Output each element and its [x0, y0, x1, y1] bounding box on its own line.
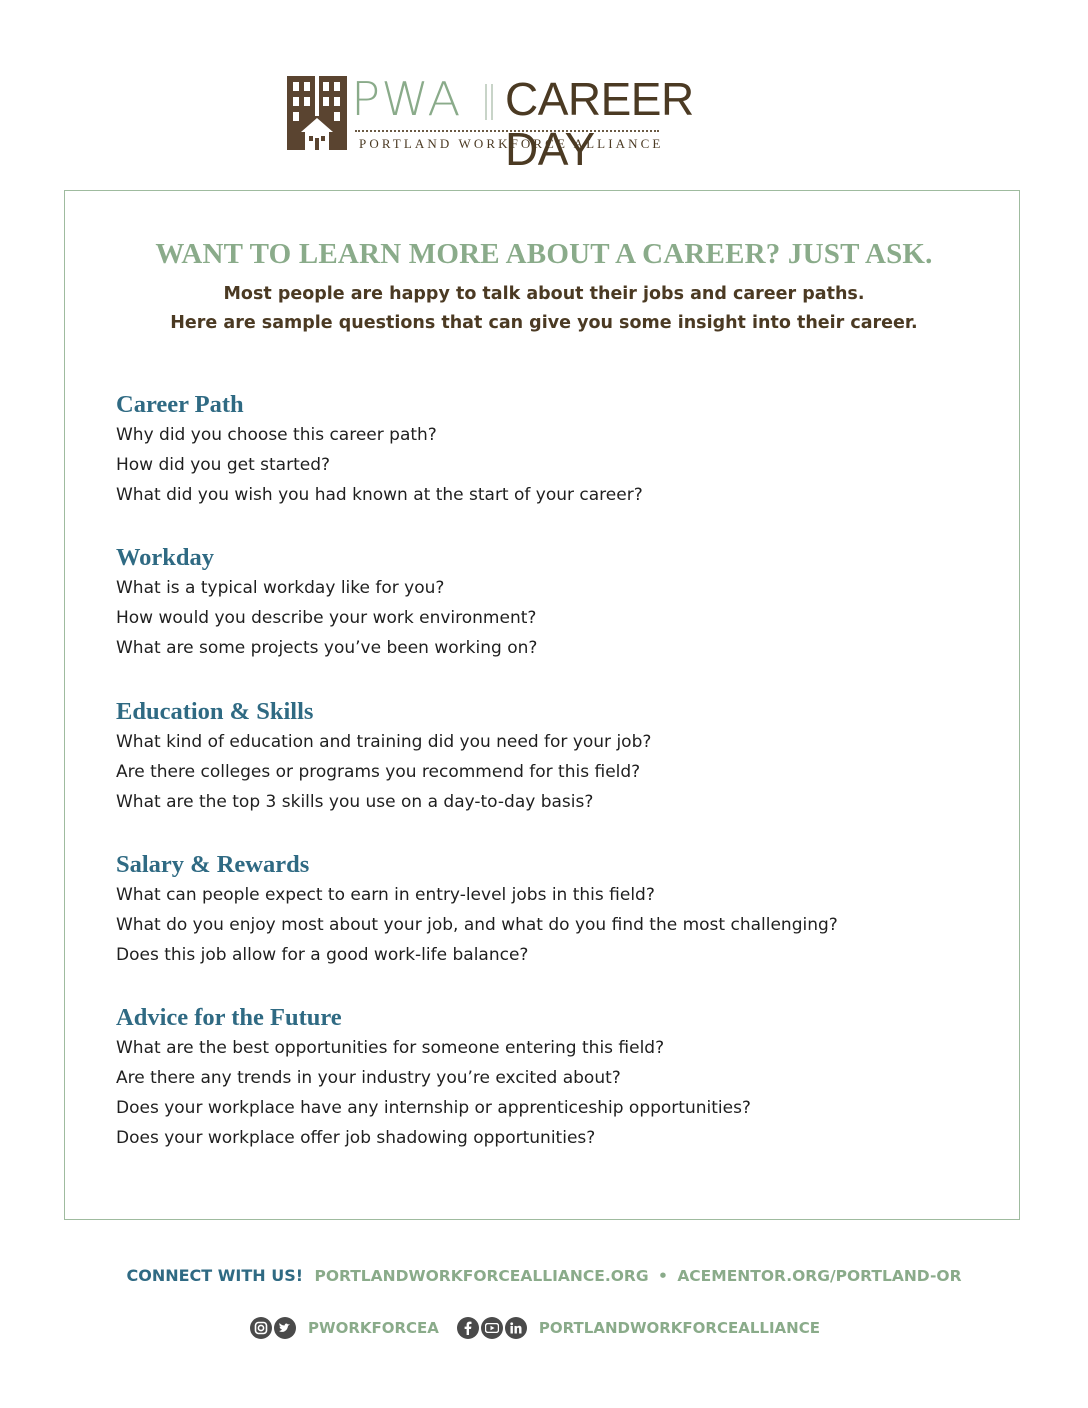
logo-pwa-text: PWA: [351, 72, 462, 126]
section-title: Workday: [116, 544, 215, 571]
page-headline: WANT TO LEARN MORE ABOUT A CAREER? JUST ASK.: [155, 238, 933, 270]
instagram-icon[interactable]: [250, 1317, 272, 1339]
logo-separator: [485, 84, 487, 120]
logo-career-day-text: CAREER DAY: [505, 73, 694, 175]
connect-row: [0, 1266, 1088, 1285]
question: Does your workplace have any internship or apprenticeship opportunities?: [116, 1098, 751, 1118]
facebook-icon[interactable]: [457, 1317, 479, 1339]
question: What are the top 3 skills you use on a day-to-day basis?: [116, 792, 594, 812]
logo-separator: [491, 84, 493, 120]
youtube-icon[interactable]: [481, 1317, 503, 1339]
building-logo-icon: [287, 76, 347, 150]
section-career-path: [116, 390, 643, 510]
question: What did you wish you had known at the start of your career?: [116, 485, 643, 505]
intro-line-1: Most people are happy to talk about their jobs and career paths.: [223, 284, 865, 304]
connect-label: CONNECT WITH US!: [126, 1266, 304, 1285]
section-advice-future: [116, 1003, 751, 1153]
question: What can people expect to earn in entry-level jobs in this field?: [116, 885, 655, 905]
logo-subtitle: PORTLAND WORKFORCE ALLIANCE: [359, 136, 664, 151]
question: Are there any trends in your industry you’re excited about?: [116, 1068, 621, 1088]
question: Does your workplace offer job shadowing opportunities?: [116, 1128, 596, 1148]
section-title: Advice for the Future: [116, 1004, 342, 1031]
social-handle-long[interactable]: PORTLANDWORKFORCEALLIANCE: [538, 1319, 820, 1337]
question: What are the best opportunities for someone entering this field?: [116, 1038, 665, 1058]
question: What are some projects you’ve been working on?: [116, 638, 538, 658]
section-title: Education & Skills: [116, 698, 314, 725]
acementor-link[interactable]: ACEMENTOR.ORG/PORTLAND-OR: [677, 1267, 962, 1285]
question: Does this job allow for a good work-life balance?: [116, 945, 529, 965]
question: Are there colleges or programs you recommend for this field?: [116, 762, 641, 782]
pwa-career-day-logo: [287, 72, 787, 175]
section-title: Career Path: [116, 391, 244, 418]
section-title: Salary & Rewards: [116, 851, 310, 878]
linkedin-icon[interactable]: [505, 1317, 527, 1339]
question: Why did you choose this career path?: [116, 425, 437, 445]
section-salary-rewards: [116, 850, 838, 970]
question: How would you describe your work environment?: [116, 608, 537, 628]
question: What do you enjoy most about your job, and what do you find the most challenging?: [116, 915, 838, 935]
intro-line-2: Here are sample questions that can give you some insight into their career.: [170, 313, 918, 333]
section-workday: [116, 543, 537, 663]
website-link[interactable]: PORTLANDWORKFORCEALLIANCE.ORG: [314, 1267, 649, 1285]
social-handle-short[interactable]: PWORKFORCEA: [308, 1319, 439, 1337]
question: What is a typical workday like for you?: [116, 578, 445, 598]
twitter-icon[interactable]: [274, 1317, 296, 1339]
section-education-skills: [116, 697, 651, 817]
social-row: [0, 1316, 1088, 1340]
bullet-separator: •: [657, 1267, 668, 1285]
question: What kind of education and training did you need for your job?: [116, 732, 652, 752]
logo-dotted-rule: [355, 130, 659, 132]
question: How did you get started?: [116, 455, 331, 475]
